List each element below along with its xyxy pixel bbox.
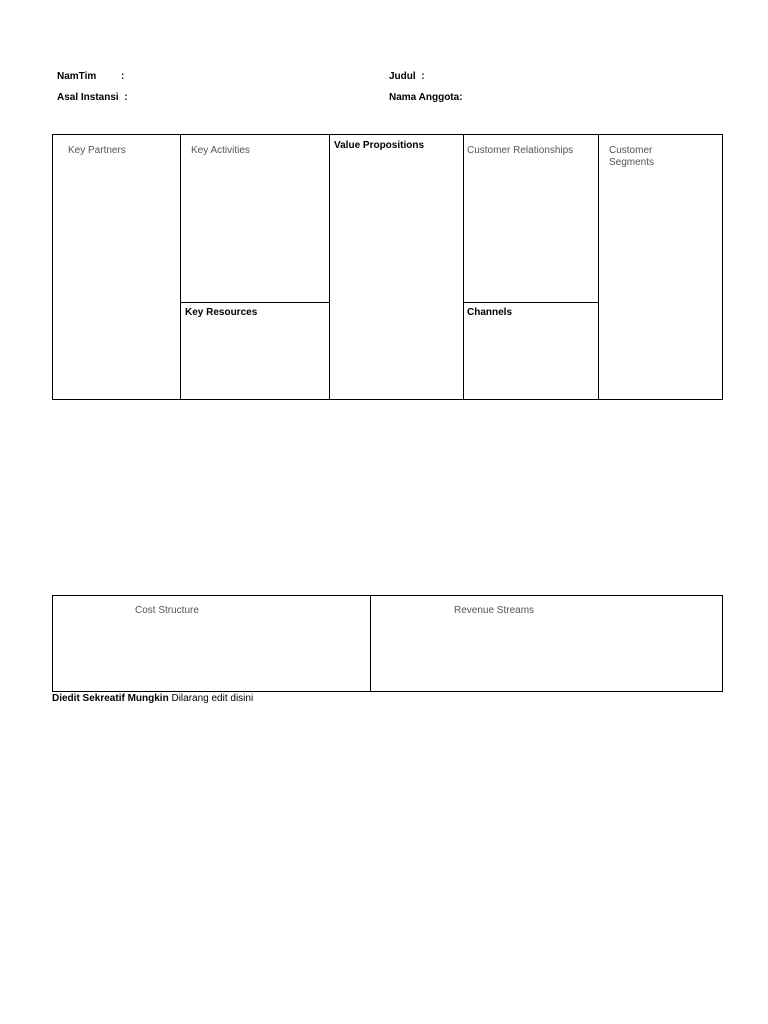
customer-relationships-label: Customer Relationships xyxy=(467,145,574,156)
divider-relationships-segments xyxy=(598,135,599,399)
title-label: Judul : xyxy=(389,71,425,82)
revenue-streams-label: Revenue Streams xyxy=(454,605,535,616)
footer-normal-text: Dilarang edit disini xyxy=(168,693,254,704)
cost-structure-label: Cost Structure xyxy=(135,605,199,616)
key-activities-label: Key Activities xyxy=(191,145,250,156)
channels-label: Channels xyxy=(467,307,513,318)
footer-bold-text: Diedit Sekreatif Mungkin xyxy=(52,693,169,704)
key-resources-label: Key Resources xyxy=(185,307,258,318)
value-propositions-label: Value Propositions xyxy=(334,140,425,151)
divider-activities-value xyxy=(329,135,330,399)
divider-value-relationships xyxy=(463,135,464,399)
team-name-colon: : xyxy=(121,71,125,82)
key-partners-label: Key Partners xyxy=(68,145,126,156)
divider-cost-revenue xyxy=(370,596,371,691)
team-name-label: NamTim xyxy=(57,71,97,82)
members-label: Nama Anggota: xyxy=(389,92,463,103)
footer-note xyxy=(52,693,253,705)
divider-activities-resources xyxy=(180,302,330,303)
cost-revenue-box xyxy=(52,595,723,692)
customer-segments-label-line1: Customer xyxy=(609,145,653,156)
divider-partners-activities xyxy=(180,135,181,399)
divider-relationships-channels xyxy=(463,302,599,303)
institution-label: Asal Instansi : xyxy=(57,92,128,103)
customer-segments-label-line2: Segments xyxy=(609,157,655,168)
business-model-canvas xyxy=(52,134,723,400)
